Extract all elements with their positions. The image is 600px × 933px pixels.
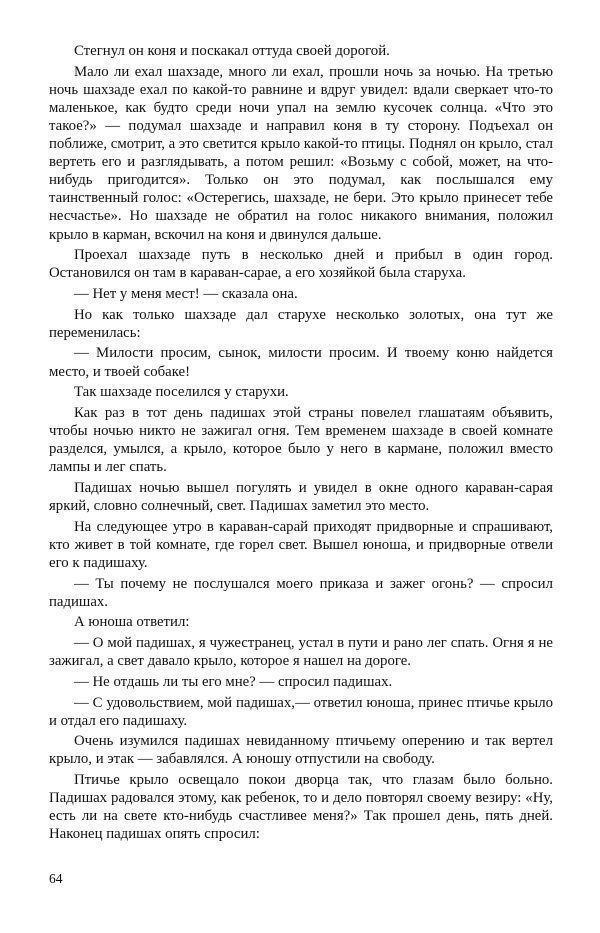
paragraph: Стегнул он коня и поскакал оттуда своей дорогой. [74,43,390,59]
paragraph: — Не отдашь ли ты его мне? — спросил падишах. [74,673,393,690]
paragraph: Проехал шахзаде путь в несколько дней и прибыл в один город. Остановился он там в караван-сарае, а его хозяйкой была старуха. [49,247,553,282]
paragraph: — Нет у меня мест! — сказала она. [74,286,298,302]
paragraph: — С удовольствием, мой падишах,— ответил юноша, принес птичье крыло и отдал его падишаху. [49,694,553,729]
paragraph: Птичье крыло освещало покои дворца так, что глазам было больно. Падишах радовался этому, как ребенок, то и дело повторял своему везиру: «Ну, есть ли на свете кто-нибудь счастливее меня?» Так прошел день, пять дней. Наконец падишах опять спросил: [49,772,553,843]
paragraph: Падишах ночью вышел погулять и увидел в окне одного караван-сарая яркий, словно солнечный, свет. Падишах заметил это место. [49,479,553,514]
paragraph: На следующее утро в караван-сарай приходят придворные и спрашивают, кто живет в той комнате, где горел свет. Вышел юноша, и придворные отвели его к падишаху. [49,518,553,571]
paragraph: Так шахзаде поселился у старухи. [74,384,289,401]
page-body-text [49,42,553,843]
paragraph: Очень изумился падишах невиданному птичьему оперению и так вертел крыло, и этак — забавлялся. А юношу отпустили на свободу. [49,733,553,768]
paragraph: — О мой падишах, я чужестранец, устал в пути и рано лег спать. Огня я не зажигал, а свет давало крыло, которое я нашел на дороге. [49,635,553,670]
paragraph: А юноша ответил: [74,614,190,631]
paragraph: — Ты почему не послушался моего приказа и зажег огонь? — спросил падишах. [49,575,553,610]
page-number: 64 [49,871,63,886]
paragraph: — Милости просим, сынок, милости просим. И твоему коню найдется место, и твоей собаке! [49,345,553,380]
paragraph: Мало ли ехал шахзаде, много ли ехал, прошли ночь за ночью. На третью ночь шахзаде ехал по какой-то равнине и вдруг увидел: вдали сверкает что-то маленькое, как будто среди ночи упал на землю кусочек солнца. «Что это такое?» — подумал шахзаде и направил коня в ту сторону. Подъехал он поближе, смотрит, а это светится крыло какой-то птицы. Поднял он крыло, стал вертеть его и разглядывать, а потом решил: «Возьму с собой, может, на что-нибудь пригодится». Только он это подумал, как послышался ему таинственный голос: «Остерегись, шахзаде, не бери. Это крыло принесет тебе несчастье». Но шахзаде не обратил на голос никакого внимания, положил крыло в карман, вскочил на коня и двинулся дальше. [49,63,553,243]
paragraph: Но как только шахзаде дал старухе несколько золотых, она тут же переменилась: [49,306,553,341]
paragraph: Как раз в тот день падишах этой страны повелел глашатаям объявить, чтобы ночью никто не зажигал огня. Тем временем шахзаде в своей комнате разделся, умылся, а крыло, которое было у него в кармане, положил вместо лампы и лег спать. [49,404,553,476]
